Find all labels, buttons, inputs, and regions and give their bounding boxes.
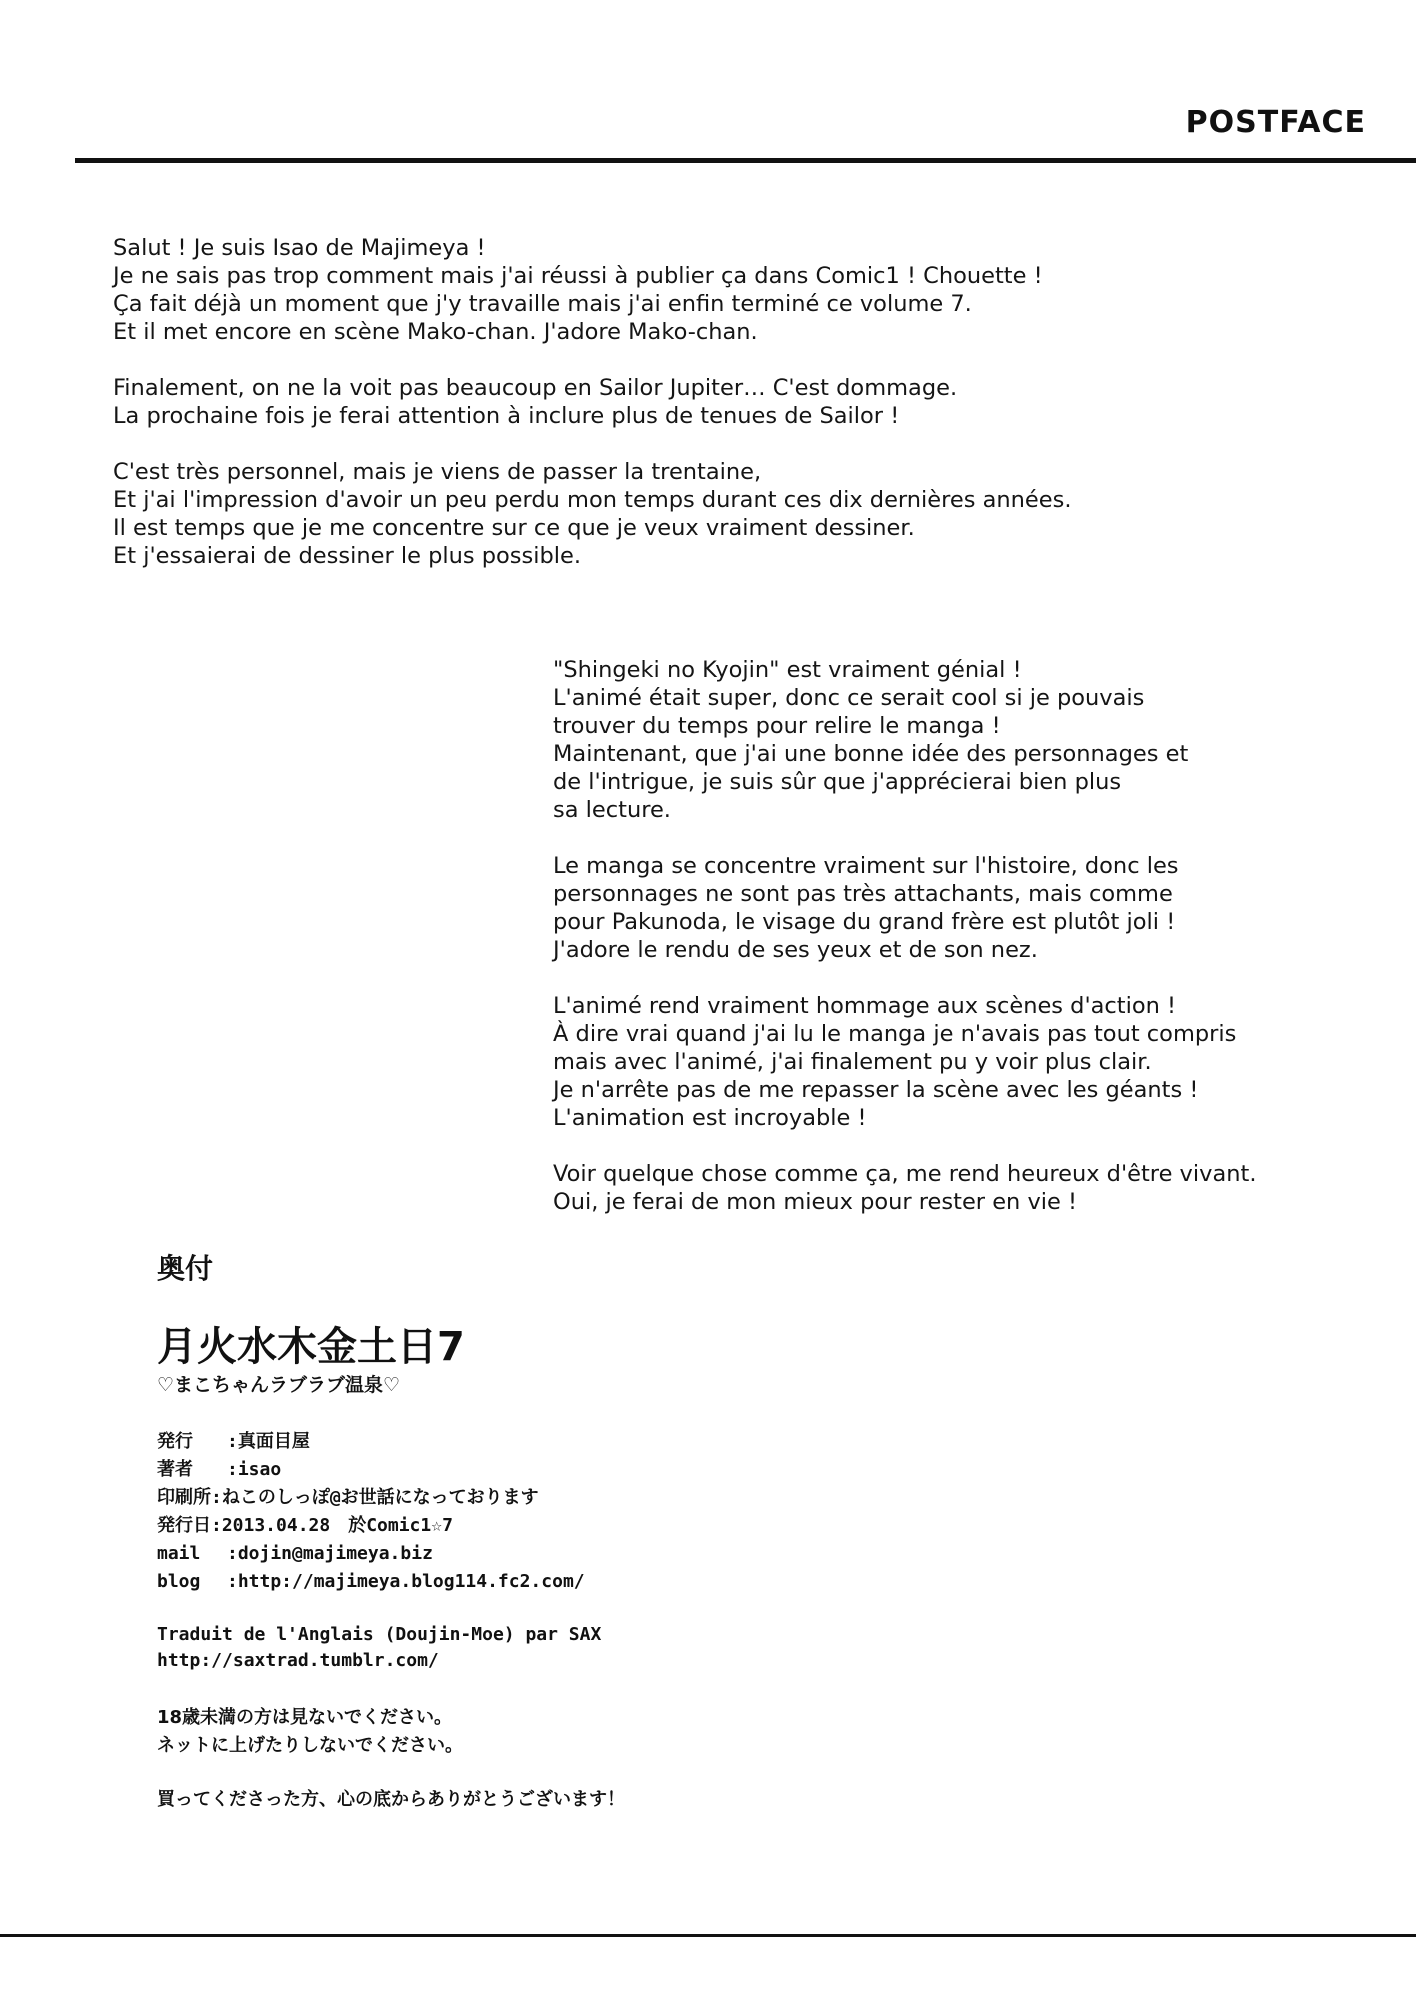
- note-line: 18歳未満の方は見ないでください。: [157, 1707, 453, 1728]
- info-row-date: [157, 1512, 1057, 1540]
- intro-paragraph: [113, 374, 1343, 430]
- text-line: L'animé rend vraiment hommage aux scènes d'action !: [553, 993, 1177, 1019]
- text-line: Et il met encore en scène Mako-chan. J'adore Mako-chan.: [113, 319, 758, 345]
- text-line: L'animation est incroyable !: [553, 1105, 867, 1131]
- info-row-blog: [157, 1568, 1057, 1596]
- text-line: Finalement, on ne la voit pas beaucoup en Sailor Jupiter… C'est dommage.: [113, 375, 958, 401]
- info-key: 著者: [157, 1459, 193, 1480]
- text-line: Salut ! Je suis Isao de Majimeya !: [113, 235, 486, 261]
- text-line: J'adore le rendu de ses yeux et de son nez.: [553, 937, 1038, 963]
- thanks-note: 買ってくださった方、心の底からありがとうございます！: [157, 1789, 625, 1810]
- info-key: 発行日: [157, 1515, 211, 1536]
- credit-url: http://saxtrad.tumblr.com/: [157, 1650, 439, 1671]
- header-rule: [75, 158, 1416, 163]
- info-value: :dojin@majimeya.biz: [227, 1543, 433, 1564]
- info-key: 発行: [157, 1431, 193, 1452]
- book-title: 月火水木金土日7: [157, 1324, 465, 1370]
- info-key: blog: [157, 1571, 201, 1592]
- text-line: Je ne sais pas trop comment mais j'ai réussi à publier ça dans Comic1 ! Chouette !: [113, 263, 1043, 289]
- text-line: C'est très personnel, mais je viens de passer la trentaine,: [113, 459, 762, 485]
- text-line: À dire vrai quand j'ai lu le manga je n'avais pas tout compris: [553, 1021, 1237, 1047]
- warning-notes: [157, 1704, 1057, 1760]
- info-value: :isao: [227, 1459, 282, 1480]
- info-row-printer: [157, 1484, 1057, 1512]
- text-line: La prochaine fois je ferai attention à inclure plus de tenues de Sailor !: [113, 403, 900, 429]
- info-key: 印刷所: [157, 1487, 211, 1508]
- text-line: Oui, je ferai de mon mieux pour rester en vie !: [553, 1189, 1078, 1215]
- info-key: mail: [157, 1543, 201, 1564]
- shingeki-paragraph: [553, 992, 1373, 1132]
- colophon-label: 奥付: [157, 1252, 214, 1285]
- text-line: Il est temps que je me concentre sur ce que je veux vraiment dessiner.: [113, 515, 915, 541]
- colophon: [157, 1252, 1057, 1814]
- shingeki-paragraph: [553, 1160, 1373, 1216]
- text-line: de l'intrigue, je suis sûr que j'apprécierai bien plus: [553, 769, 1122, 795]
- text-line: L'animé était super, donc ce serait cool si je pouvais: [553, 685, 1145, 711]
- text-line: mais avec l'animé, j'ai finalement pu y voir plus clair.: [553, 1049, 1152, 1075]
- intro-text: [113, 234, 1343, 598]
- book-subtitle: ♡まこちゃんラブラブ温泉♡: [157, 1374, 401, 1396]
- credit-line: Traduit de l'Anglais (Doujin-Moe) par SAX: [157, 1624, 602, 1645]
- text-line: Et j'essaierai de dessiner le plus possible.: [113, 543, 582, 569]
- note-line: ネットに上げたりしないでください。: [157, 1735, 463, 1756]
- info-value: :真面目屋: [227, 1431, 310, 1452]
- info-value: :ねこのしっぽ@お世話になっております: [211, 1487, 539, 1508]
- intro-paragraph: [113, 234, 1343, 346]
- text-line: pour Pakunoda, le visage du grand frère est plutôt joli !: [553, 909, 1176, 935]
- info-row-author: [157, 1456, 1057, 1484]
- translation-credits: [157, 1622, 1057, 1674]
- info-row-publisher: [157, 1428, 1057, 1456]
- info-value: :2013.04.28 於Comic1☆7: [211, 1515, 453, 1536]
- text-line: "Shingeki no Kyojin" est vraiment génial !: [553, 657, 1022, 683]
- text-line: Le manga se concentre vraiment sur l'histoire, donc les: [553, 853, 1179, 879]
- text-line: trouver du temps pour relire le manga !: [553, 713, 1001, 739]
- text-line: Voir quelque chose comme ça, me rend heureux d'être vivant.: [553, 1161, 1257, 1187]
- shingeki-paragraph: [553, 656, 1373, 824]
- publication-info: [157, 1428, 1057, 1596]
- text-line: Maintenant, que j'ai une bonne idée des personnages et: [553, 741, 1189, 767]
- text-line: sa lecture.: [553, 797, 671, 823]
- text-line: Je n'arrête pas de me repasser la scène avec les géants !: [553, 1077, 1199, 1103]
- intro-paragraph: [113, 458, 1343, 570]
- footer-rule: [0, 1934, 1416, 1937]
- info-row-mail: [157, 1540, 1057, 1568]
- shingeki-paragraph: [553, 852, 1373, 964]
- info-value: :http://majimeya.blog114.fc2.com/: [227, 1571, 585, 1592]
- text-line: personnages ne sont pas très attachants, mais comme: [553, 881, 1173, 907]
- text-line: Ça fait déjà un moment que j'y travaille mais j'ai enfin terminé ce volume 7.: [113, 291, 972, 317]
- shingeki-text: [553, 656, 1373, 1244]
- text-line: Et j'ai l'impression d'avoir un peu perdu mon temps durant ces dix dernières années.: [113, 487, 1072, 513]
- postface-title: POSTFACE: [1185, 105, 1366, 140]
